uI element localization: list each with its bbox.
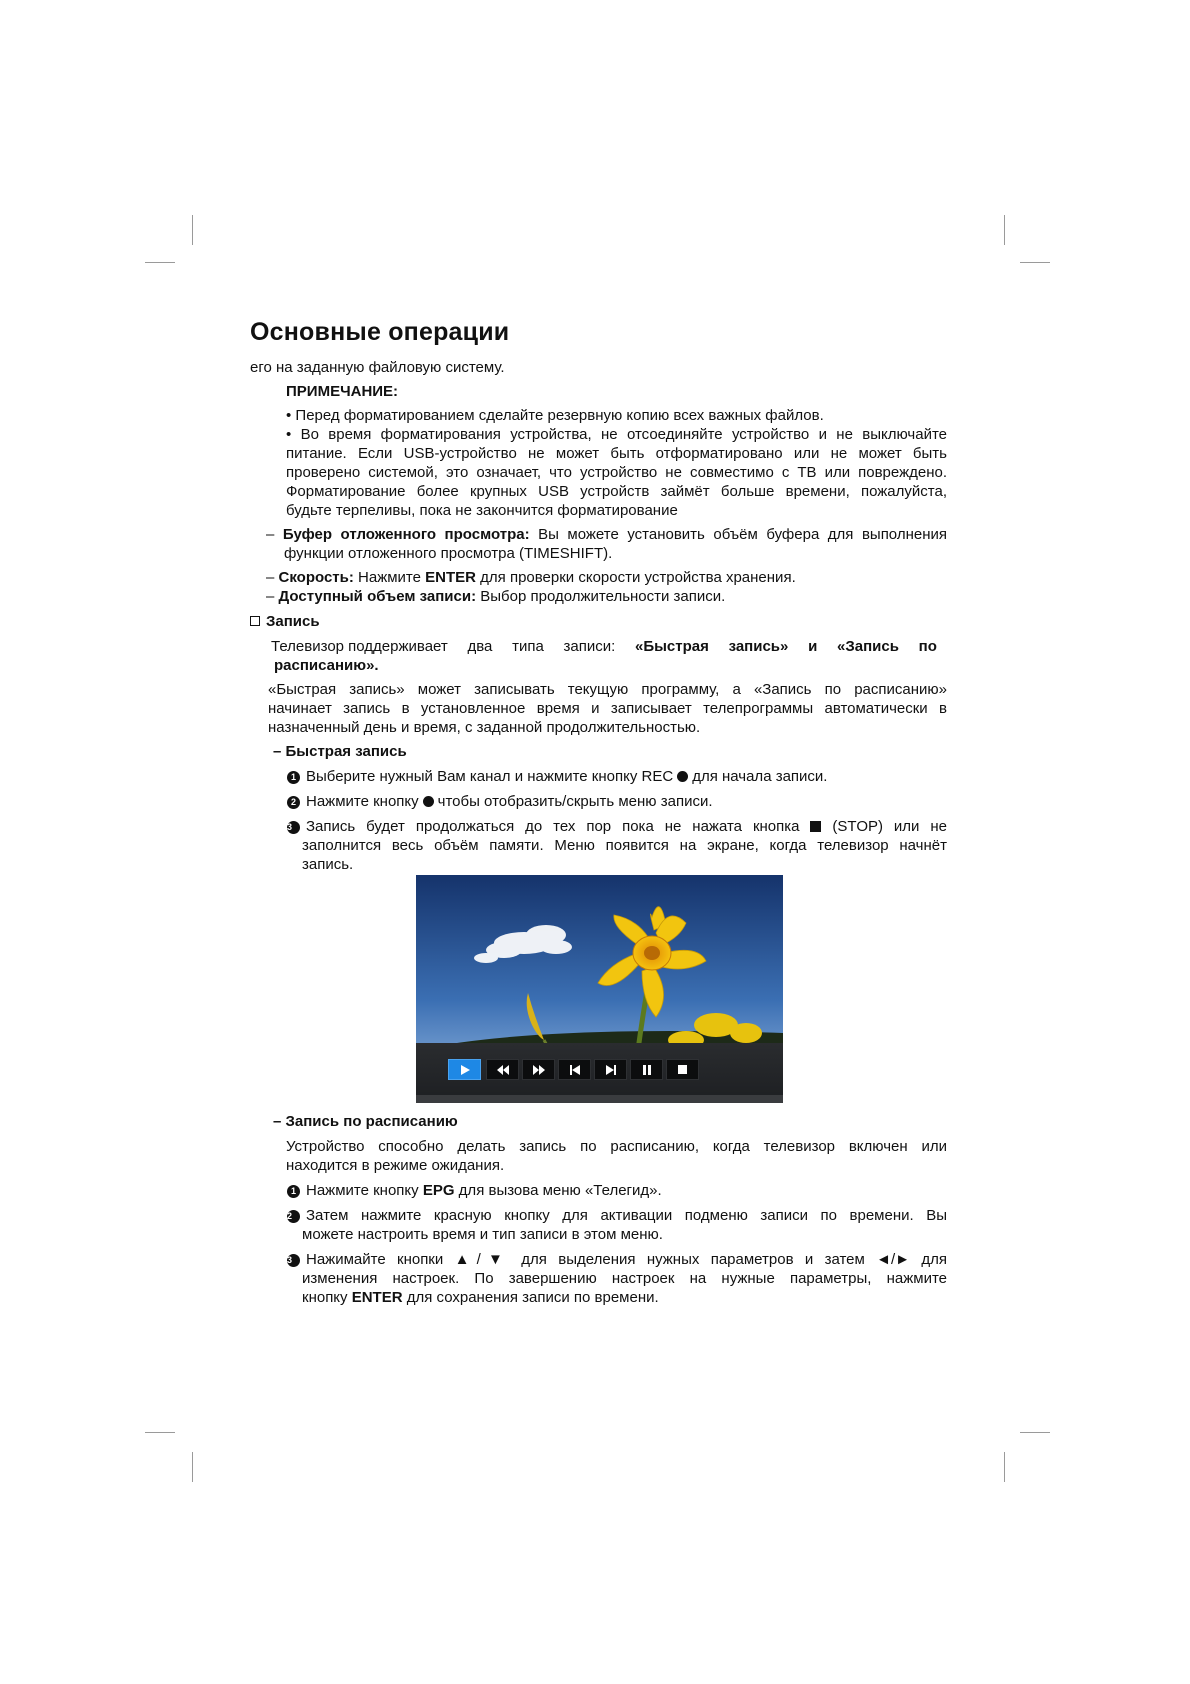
scheduled-record-heading: – Запись по расписанию (273, 1113, 458, 1130)
capacity-text: Выбор продолжительности записи. (476, 588, 726, 605)
step-number: 2 (287, 1210, 300, 1223)
quick-step-1 (287, 767, 827, 786)
scheduled-step-1 (287, 1181, 662, 1200)
record-heading (250, 612, 320, 631)
intro-word: и (808, 638, 818, 655)
step-text: Нажмите кнопку (306, 793, 419, 810)
step-text: Затем нажмите красную кнопку для активации подменю записи по времени. Вы (306, 1207, 947, 1224)
scheduled-step-3-line (302, 1288, 659, 1307)
speed-text: для проверки скорости устройства хранения. (475, 569, 796, 586)
stop-square-icon (810, 821, 821, 832)
intro-word: по (918, 638, 937, 655)
capacity-label: Доступный объем записи: (278, 588, 477, 605)
speed-label: Скорость: (278, 569, 354, 586)
record-desc-line: «Быстрая запись» может записывать текущую программу, а «Запись по расписанию» (268, 681, 947, 698)
crop-mark (145, 262, 175, 263)
quick-step-2 (287, 792, 713, 811)
crop-mark (1004, 1452, 1005, 1482)
step-text: Нажмите кнопку (306, 1182, 423, 1199)
stop-icon[interactable] (666, 1059, 699, 1080)
step-number: 2 (287, 796, 300, 809)
quick-step-3 (287, 817, 947, 836)
buffer-item (266, 525, 947, 544)
intro-word: «Быстрая (634, 638, 709, 655)
quick-step-3-line: заполнится весь объём памяти. Меню появится на экране, когда телевизор начнёт (302, 837, 947, 854)
crop-mark (1020, 1432, 1050, 1433)
speed-text: Нажмите (353, 569, 426, 586)
record-heading-text: Запись (266, 613, 320, 630)
note-heading: ПРИМЕЧАНИЕ: (286, 383, 399, 400)
step-text: Выберите нужный Вам канал и нажмите кнопку REC (306, 768, 674, 785)
record-desc-line: начинает запись в установленное время и записывает телепрограммы автоматически в (268, 700, 947, 717)
scheduled-step-2-line: можете настроить время и тип записи в этом меню. (302, 1226, 663, 1243)
skip-next-icon[interactable] (594, 1059, 627, 1080)
intro-word: типа (512, 638, 544, 655)
crop-mark (145, 1432, 175, 1433)
record-intro (271, 637, 937, 656)
enter-key: ENTER (351, 1289, 403, 1306)
note-line: Форматирование более крупных USB устройств займёт больше времени, пожалуйста, (286, 483, 947, 500)
fast-forward-icon[interactable] (522, 1059, 555, 1080)
step-text: для вызова меню «Телегид». (454, 1182, 662, 1199)
dash: – (266, 569, 279, 586)
quick-record-heading: – Быстрая запись (273, 743, 407, 760)
step-text: Нажимайте кнопки ▲/▼ для выделения нужных параметров и затем ◄/► для (306, 1251, 947, 1268)
step-text: для сохранения записи по времени. (402, 1289, 659, 1306)
record-intro-line: расписанию». (274, 657, 379, 674)
quick-step-3-line: запись. (302, 856, 354, 873)
control-bar-strip (416, 1095, 783, 1103)
rewind-icon[interactable] (486, 1059, 519, 1080)
recording-screenshot (416, 875, 783, 1103)
note-line: • Перед форматированием сделайте резервную копию всех важных файлов. (286, 407, 824, 424)
continuation-text: его на заданную файловую систему. (250, 359, 505, 376)
step-number: 3 (287, 1254, 300, 1267)
capacity-item (266, 587, 725, 606)
speed-item (266, 568, 796, 587)
page-title: Основные операции (250, 318, 510, 346)
intro-word: «Запись (837, 638, 899, 655)
enter-key: ENTER (425, 569, 476, 586)
skip-previous-icon[interactable] (558, 1059, 591, 1080)
intro-word: записи: (563, 638, 616, 655)
scheduled-intro-line: Устройство способно делать запись по расписанию, когда телевизор включен или (286, 1138, 947, 1155)
intro-word: два (467, 638, 493, 655)
scheduled-step-2 (287, 1206, 947, 1225)
scheduled-step-3 (287, 1250, 947, 1269)
record-desc-line: назначенный день и время, с заданной продолжительностью. (268, 719, 701, 736)
dash: – (266, 588, 279, 605)
step-text: кнопку (302, 1289, 352, 1306)
step-text: чтобы отобразить/скрыть меню записи. (437, 793, 713, 810)
buffer-line: функции отложенного просмотра (TIMESHIFT). (284, 545, 613, 562)
checkbox-square-icon (250, 616, 260, 626)
step-text: для начала записи. (692, 768, 828, 785)
crop-mark (192, 1452, 193, 1482)
record-dot-icon (677, 771, 688, 782)
buffer-text: Вы можете установить объём буфера для выполнения (529, 526, 947, 543)
note-line: • Во время форматирования устройства, не отсоединяйте устройство и не выключайте (286, 426, 947, 443)
playback-control-bar (416, 1043, 783, 1103)
note-line: проверено системой, это означает, что устройство не совместимо с ТВ или повреждено. (286, 464, 947, 481)
crop-mark (1020, 262, 1050, 263)
crop-mark (1004, 215, 1005, 245)
step-number: 3 (287, 821, 300, 834)
dash: – (266, 526, 283, 543)
step-text: (STOP) или не (832, 818, 948, 835)
scheduled-step-3-line: изменения настроек. По завершению настроек на нужные параметры, нажмите (302, 1270, 947, 1287)
crop-mark (192, 215, 193, 245)
scheduled-intro-line: находится в режиме ожидания. (286, 1157, 505, 1174)
intro-word: запись» (728, 638, 789, 655)
play-icon[interactable] (448, 1059, 481, 1080)
note-line: будьте терпеливы, пока не закончится форматирование (286, 502, 678, 519)
buffer-label: Буфер отложенного просмотра: (282, 526, 530, 543)
epg-key: EPG (422, 1182, 455, 1199)
step-text: Запись будет продолжаться до тех пор пока не нажата кнопка (306, 818, 800, 835)
note-line: питание. Если USB-устройство не может быть отформатировано или не может быть (286, 445, 947, 462)
step-number: 1 (287, 1185, 300, 1198)
record-dot-icon (423, 796, 434, 807)
step-number: 1 (287, 771, 300, 784)
intro-word: Телевизор поддерживает (271, 638, 448, 655)
pause-icon[interactable] (630, 1059, 663, 1080)
